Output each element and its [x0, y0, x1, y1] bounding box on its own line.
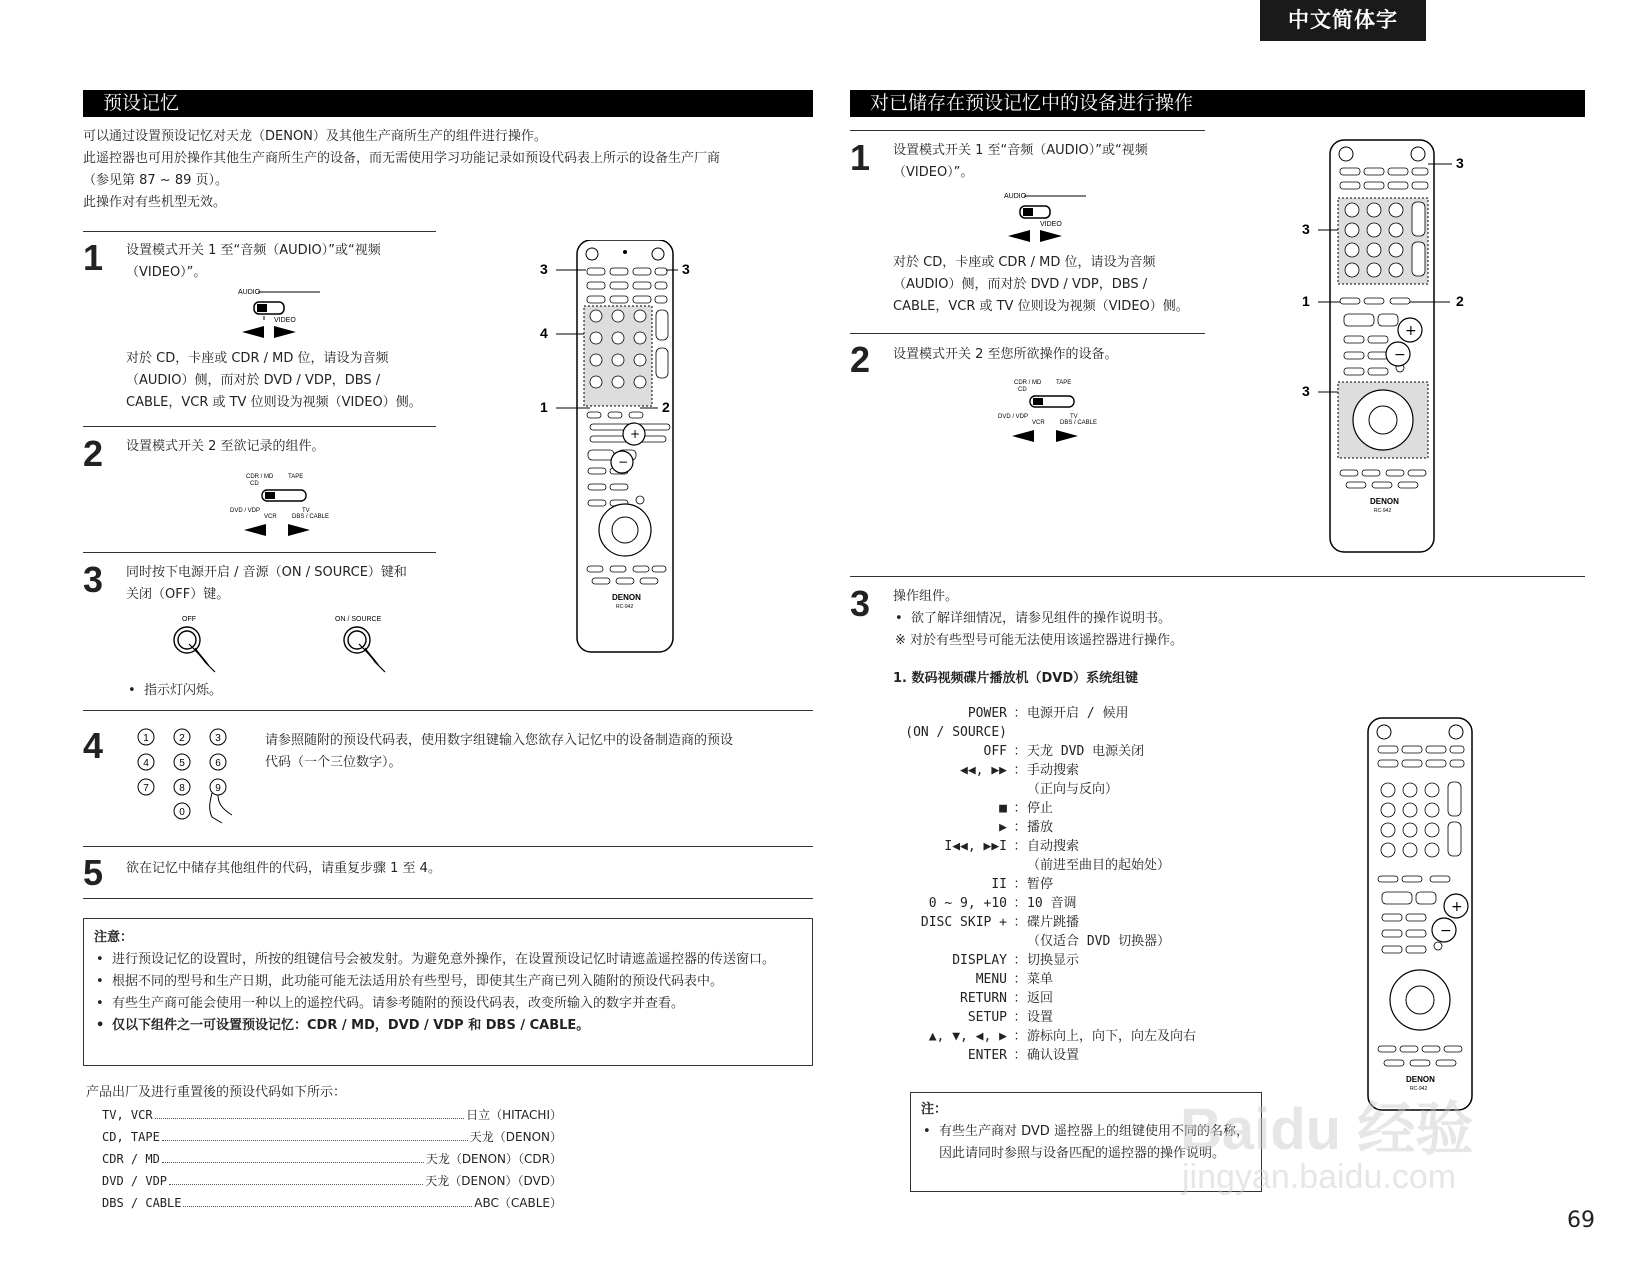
- step-number: 2: [83, 433, 104, 474]
- svg-text:2: 2: [179, 733, 185, 744]
- callout-2: 2: [662, 399, 670, 415]
- mode-switch-2-diagram: [230, 470, 340, 536]
- table-row: OFF ： 天龙 DVD 电源关闭: [983, 744, 1145, 759]
- off-button-press-illustration: [165, 614, 235, 676]
- step-number: 2: [850, 339, 871, 380]
- table-row: DVD / VDP 天龙（DENON）（DVD）: [102, 1170, 562, 1192]
- table-row: (ON / SOURCE): [905, 725, 1007, 740]
- note-title: 注：: [921, 1102, 948, 1117]
- page-number: 69: [1567, 1208, 1595, 1233]
- callout-3: 3: [1456, 155, 1464, 171]
- step-number: 3: [83, 559, 104, 600]
- svg-text:9: 9: [215, 783, 221, 794]
- svg-text:CD: CD: [1018, 387, 1027, 393]
- step-number: 3: [850, 583, 871, 624]
- on-source-button-press-illustration: [335, 614, 415, 676]
- divider: [850, 333, 1205, 334]
- left-section-title: 预设记忆: [83, 90, 813, 117]
- svg-text:5: 5: [179, 758, 185, 769]
- audio-label: AUDIO: [238, 289, 261, 296]
- divider: [83, 426, 436, 427]
- svg-text:−: −: [1440, 923, 1452, 939]
- step-text: 同时按下电源开启 / 音源（ON / SOURCE）键和 关闭（OFF）键。: [126, 565, 407, 602]
- svg-text:+: +: [1405, 323, 1417, 339]
- svg-text:DBS / CABLE: DBS / CABLE: [292, 514, 330, 520]
- table-row: II ： 暂停: [991, 877, 1054, 892]
- table-row: DBS / CABLE ABC（CABLE）: [102, 1192, 562, 1214]
- table-row: DISPLAY ： 切换显示: [952, 953, 1080, 968]
- table-row: ■ ： 停止: [999, 801, 1054, 816]
- left-intro: 可以通过设置预设记忆对天龙（DENON）及其他生产商所生产的组件进行操作。 此遥控器也可用於操作其他生产商所生产的设备，而无需使用学习功能记录如预设代码表上所示的设备生产厂商 （参见第 87 ~ 89 页）。 此操作对有些机型无效。: [83, 129, 721, 210]
- callout-1: 1: [1302, 293, 1310, 309]
- svg-text:+: +: [1451, 899, 1463, 915]
- remote-control-illustration: [1300, 138, 1480, 558]
- table-row: CDR / MD 天龙（DENON）（CDR）: [102, 1148, 562, 1170]
- svg-text:0: 0: [179, 807, 185, 818]
- svg-text:−: −: [1394, 347, 1406, 363]
- step-number: 1: [850, 137, 871, 178]
- table-row: I◀◀, ▶▶I ： 自动搜索: [944, 839, 1080, 854]
- table-row: （前进至曲目的起始处）: [1027, 858, 1171, 873]
- step-text: 设置模式开关 2 至您所欲操作的设备。: [893, 347, 1118, 362]
- table-row: MENU ： 菜单: [975, 972, 1054, 987]
- table-row: （仅适合 DVD 切换器）: [1027, 934, 1171, 949]
- step-text: 设置模式开关 2 至欲记录的组件。: [126, 439, 325, 454]
- svg-text:DENON: DENON: [612, 593, 641, 602]
- svg-text:1: 1: [143, 733, 149, 744]
- table-row: ▶ ： 播放: [999, 820, 1054, 835]
- step-number: 5: [83, 852, 104, 893]
- divider: [850, 576, 1585, 577]
- svg-text:−: −: [618, 455, 629, 469]
- factory-codes-table: [102, 1104, 562, 1214]
- step-number: 4: [83, 725, 104, 766]
- step-text: 操作组件。: [893, 589, 959, 604]
- svg-text:CD: CD: [250, 481, 259, 487]
- mode-switch-2-diagram: [998, 376, 1108, 442]
- svg-text:TV: TV: [302, 508, 310, 514]
- note-box: [83, 918, 813, 1066]
- svg-text:8: 8: [179, 783, 185, 794]
- divider: [83, 846, 813, 847]
- table-row: DISC SKIP + ： 碟片跳播: [920, 915, 1080, 930]
- note-list: • 进行预设记忆的设置时，所按的组键信号会被发射。为避免意外操作，在设置预设记忆时请遮盖遥控器的传送窗口。 • 根据不同的型号和生产日期，此功能可能无法适用於有些型号，即使其生产商已列入随附的预设代码表中。 • 有些生产商可能会使用一种以上的遥控代码。请参考随附的预设代码表，改变所输入的数字并查看。 • 仅以下组件之一可设置预设记忆：CDR / MD，DVD / VDP 和 DBS / CABLE。: [94, 949, 802, 1037]
- divider: [850, 130, 1205, 131]
- svg-text:VIDEO: VIDEO: [1040, 221, 1062, 228]
- table-row: ENTER ： 确认设置: [967, 1048, 1080, 1063]
- callout-3: 3: [1302, 383, 1310, 399]
- note-list: • 有些生产商对 DVD 遥控器上的组键使用不同的名称，因此请同时参照与设备匹配的遥控器的操作说明。: [921, 1121, 1251, 1165]
- divider: [83, 231, 436, 232]
- table-row: CD, TAPE 天龙（DENON）: [102, 1126, 562, 1148]
- step-reference: ※ 对於有些型号可能无法使用该遥控器进行操作。: [895, 633, 1184, 648]
- step-text: 设置模式开关 1 至“音频（AUDIO）”或“视频 （VIDEO）”。: [893, 143, 1148, 180]
- divider: [83, 898, 813, 899]
- table-row: RETURN ： 返回: [960, 991, 1054, 1006]
- step-text: 欲在记忆中储存其他组件的代码，请重复步骤 1 至 4。: [126, 861, 441, 876]
- svg-text:RC-942: RC-942: [616, 604, 634, 610]
- baidu-watermark-url: jingyan.baidu.com: [1182, 1158, 1457, 1196]
- table-row: TV, VCR 日立（HITACHI）: [102, 1104, 562, 1126]
- mode-switch-1-diagram: [1000, 190, 1100, 246]
- callout-2: 2: [1456, 293, 1464, 309]
- callout-1: 1: [540, 399, 548, 415]
- mode-switch-1-diagram: [234, 286, 334, 342]
- factory-codes-intro: 产品出厂及进行重置後的预设代码如下所示：: [86, 1085, 347, 1100]
- step-bullets: • 指示灯闪烁。: [126, 680, 426, 702]
- note-title: 注意：: [94, 930, 134, 945]
- svg-text:4: 4: [143, 758, 149, 769]
- svg-text:ON / SOURCE: ON / SOURCE: [335, 616, 382, 623]
- svg-text:6: 6: [215, 758, 221, 769]
- video-label: VIDEO: [274, 317, 296, 324]
- language-tab: 中文简体字: [1260, 0, 1426, 41]
- table-row: SETUP ： 设置: [967, 1010, 1054, 1025]
- svg-text:TAPE: TAPE: [1056, 380, 1072, 386]
- step-bullets: • 欲了解详细情况，请参见组件的操作说明书。: [893, 608, 1313, 630]
- callout-3: 3: [1302, 221, 1310, 237]
- remote-control-illustration: [540, 240, 710, 660]
- remote-control-illustration: [1360, 716, 1480, 1116]
- callout-3: 3: [682, 261, 690, 277]
- svg-text:+: +: [630, 427, 641, 441]
- svg-text:7: 7: [143, 783, 149, 794]
- dvd-keys-heading: 1. 数码视频碟片播放机（DVD）系统组键: [893, 671, 1139, 686]
- table-row: ▲, ▼, ◀, ▶ ： 游标向上，向下，向左及向右: [928, 1029, 1197, 1044]
- table-row: ◀◀, ▶▶ ： 手动搜索: [960, 763, 1080, 778]
- step-text: 设置模式开关 1 至“音频（AUDIO）”或“视频 （VIDEO）”。: [126, 243, 381, 280]
- svg-text:RC-942: RC-942: [1374, 508, 1392, 514]
- callout-4: 4: [540, 325, 548, 341]
- svg-text:OFF: OFF: [182, 616, 196, 623]
- divider: [83, 710, 813, 711]
- baidu-watermark-logo: Baidu 经验: [1180, 1097, 1474, 1162]
- table-row: （正向与反向）: [1027, 782, 1119, 797]
- table-row: 0 ~ 9, +10 ： 10 音调: [928, 896, 1077, 911]
- step-subtext: 对於 CD，卡座或 CDR / MD 位，请设为音频 （AUDIO）侧，而对於 DVD / VDP，DBS / CABLE，VCR 或 TV 位则设为视频（VIDEO）侧。: [893, 255, 1189, 314]
- svg-text:DENON: DENON: [1370, 497, 1399, 506]
- numeric-keypad-illustration: [132, 725, 242, 825]
- step-subtext: 对於 CD，卡座或 CDR / MD 位，请设为音频 （AUDIO）侧，而对於 DVD / VDP，DBS / CABLE，VCR 或 TV 位则设为视频（VIDEO）侧。: [126, 351, 422, 410]
- step-text: 请参照随附的预设代码表，使用数字组键输入您欲存入记忆中的设备制造商的预设 代码（一个三位数字）。: [265, 733, 734, 770]
- table-row: POWER ： 电源开启 / 候用: [967, 706, 1129, 721]
- svg-text:DVD / VDP: DVD / VDP: [230, 508, 261, 514]
- svg-text:AUDIO: AUDIO: [1004, 193, 1027, 200]
- svg-text:TV: TV: [1070, 414, 1078, 420]
- svg-text:CDR / MD: CDR / MD: [246, 474, 274, 480]
- svg-text:DBS / CABLE: DBS / CABLE: [1060, 420, 1098, 426]
- right-section-title: 对已储存在预设记忆中的设备进行操作: [850, 90, 1585, 117]
- svg-text:3: 3: [215, 733, 221, 744]
- svg-text:VCR: VCR: [1032, 420, 1045, 426]
- svg-text:VCR: VCR: [264, 514, 277, 520]
- svg-text:RC-942: RC-942: [1410, 1086, 1428, 1092]
- dvd-keys-table: [893, 704, 1253, 1065]
- divider: [83, 552, 436, 553]
- svg-text:TAPE: TAPE: [288, 474, 304, 480]
- callout-3: 3: [540, 261, 548, 277]
- svg-text:DENON: DENON: [1406, 1075, 1435, 1084]
- svg-text:CDR / MD: CDR / MD: [1014, 380, 1042, 386]
- svg-text:DVD / VDP: DVD / VDP: [998, 414, 1029, 420]
- step-number: 1: [83, 237, 104, 278]
